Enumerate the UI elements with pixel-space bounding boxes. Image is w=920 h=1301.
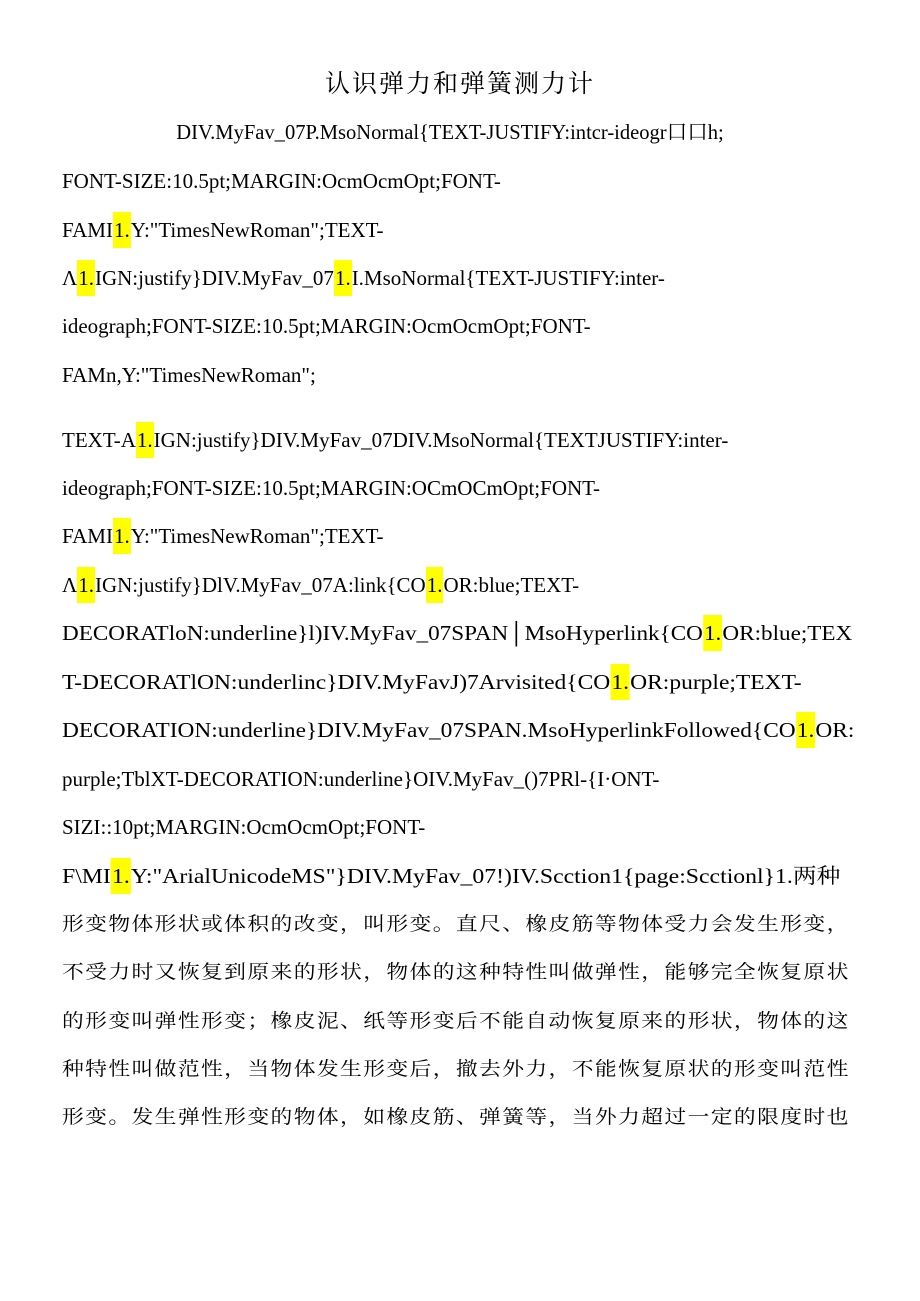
highlighted-text: 1. [77,260,95,296]
text-run: Y:"TimesNewRoman";TEXT- [130,218,384,242]
text-run: OR: [815,718,855,742]
text-run: 形变。发生弹性形变的物体，如橡皮筋、弹簧等，当外力超过一定的限度时也 [62,1106,850,1128]
text-run: SIZI::10pt;MARGIN:OcmOcmOpt;FONT- [62,815,426,839]
highlighted-text: 1. [113,518,131,554]
highlighted-text: 1. [77,567,95,603]
code-text-line [62,260,665,296]
text-run: F\MI [62,864,111,888]
document-title: 认识弹力和弹簧测力计 [324,69,595,98]
highlighted-text: 1. [136,422,154,458]
text-run: OR:blue;TEX [722,621,853,645]
text-run: purple;TblXT-DECORATION:underline}OIV.MyFav_()7PRl-{I·ONT- [62,767,660,791]
code-text-line [62,761,659,797]
text-run: IGN:justify}DIV.MyFav_07DIV.MsoNormal{TEXTJUSTIFY:inter- [153,428,729,452]
highlighted-text: 1. [426,567,444,603]
code-text-line [62,212,384,248]
text-run: I.MsoNormal{TEXT-JUSTIFY:inter- [351,266,665,290]
text-run: TEXT-A [62,428,136,452]
text-run: ideograph;FONT-SIZE:10.5pt;MARGIN:OCmOCmOpt;FONT- [62,476,601,500]
paragraph-line [62,1051,850,1087]
text-run: ideograph;FONT-SIZE:10.5pt;MARGIN:OcmOcmOpt;FONT- [62,314,591,338]
text-run: Λ [62,573,78,597]
code-text-line [0,114,900,150]
highlighted-text: 1. [334,260,352,296]
text-run: 种特性叫做范性，当物体发生形变后，撤去外力，不能恢复原状的形变叫范性 [62,1058,850,1080]
paragraph-line [62,954,850,990]
code-text-line [62,664,802,700]
code-text-line [62,858,840,894]
code-text-line [62,470,600,506]
text-run: DIV.MyFav_07P.MsoNormal{TEXT-JUSTIFY:intcr-ideogr口口h; [176,120,724,144]
text-run: FAMI [62,524,113,548]
text-run: DECORATloN:underline}l)IV.MyFav_07SPAN│MsoHyperlink{CO [62,621,703,645]
text-run: T-DECORATlON:underlinc}DIV.MyFavJ)7Arvisited{CO [62,670,611,694]
code-text-line [62,615,852,651]
highlighted-text: 1. [610,664,630,700]
text-run: OR:blue;TEXT- [443,573,580,597]
code-text-line [62,163,501,199]
code-text-line [62,422,728,458]
text-run: IGN:justify}DIV.MyFav_07 [94,266,334,290]
text-run: 的形变叫弹性形变；橡皮泥、纸等形变后不能自动恢复原来的形状，物体的这 [62,1010,850,1032]
highlighted-text: 1. [703,615,723,651]
text-run: FAMn,Y:"TimesNewRoman"; [62,363,316,387]
code-text-line [62,567,579,603]
code-text-line [62,357,316,393]
text-run: FAMI [62,218,113,242]
highlighted-text: 1. [111,858,131,894]
highlighted-text: 1. [796,712,816,748]
text-run: Λ [62,266,78,290]
code-text-line [62,308,591,344]
highlighted-text: 1. [113,212,131,248]
text-run: DECORATION:underline}DIV.MyFav_07SPAN.MsoHyperlinkFollowed{CO [62,718,796,742]
text-run: Y:"ArialUnicodeMS"}DIV.MyFav_07!)IV.Scction1{page:Scctionl}1.两种 [130,864,841,888]
text-run: 不受力时又恢复到原来的形状，物体的这种特性叫做弹性，能够完全恢复原状 [62,961,850,983]
code-text-line [62,809,425,845]
text-run: 形变物体形状或体积的改变，叫形变。直尺、橡皮筋等物体受力会发生形变， [62,913,850,935]
paragraph-line [62,1003,850,1039]
text-run: OR:purple;TEXT- [630,670,802,694]
paragraph-line [62,1099,850,1135]
text-run: IGN:justify}DlV.MyFav_07A:link{CO [94,573,426,597]
paragraph-line [62,906,850,942]
text-run: FONT-SIZE:10.5pt;MARGIN:OcmOcmOpt;FONT- [62,169,501,193]
code-text-line [62,518,384,554]
text-run: Y:"TimesNewRoman";TEXT- [130,524,384,548]
code-text-line [62,712,854,748]
